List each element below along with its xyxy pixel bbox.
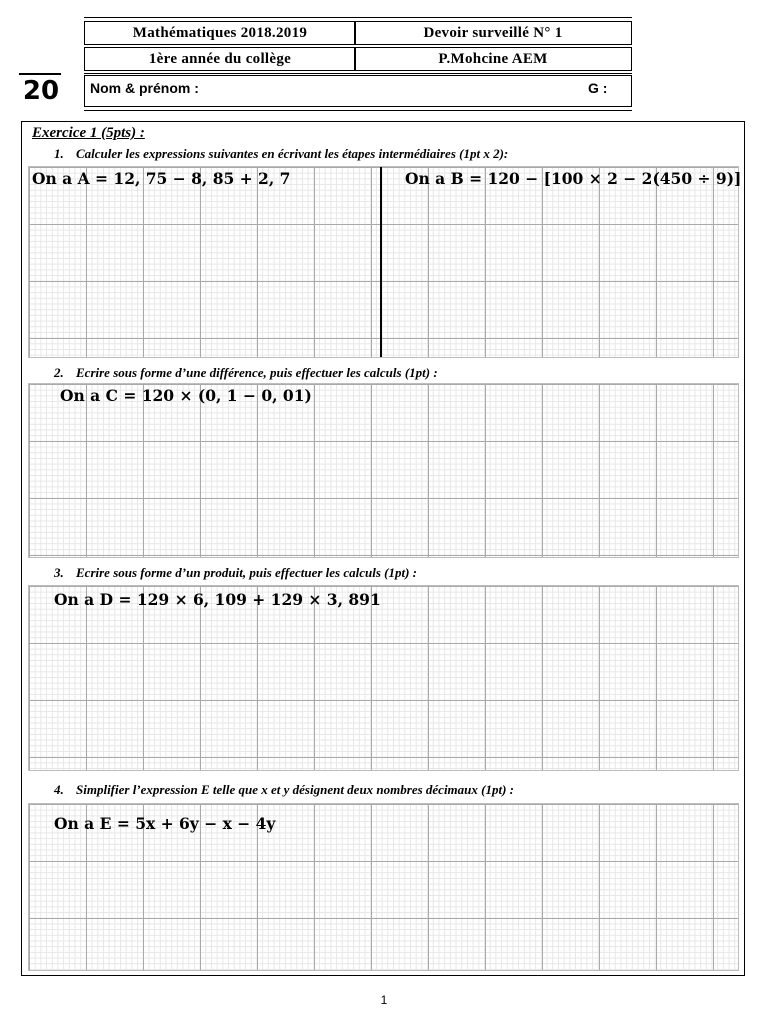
expression-a: On a A = 12, 75 − 8, 85 + 2, 7 <box>32 169 291 188</box>
question-1-text: Calculer les expressions suivantes en écrivant les étapes intermédiaires (1pt x 2): <box>76 146 509 161</box>
exam-type-title: Devoir surveillé N° 1 <box>423 24 563 41</box>
question-3 <box>54 565 417 581</box>
teacher-title: P.Mohcine AEM <box>438 50 548 67</box>
header-table <box>84 17 632 113</box>
level-title: 1ère année du collège <box>148 50 292 67</box>
expression-d: On a D = 129 × 6, 109 + 129 × 3, 891 <box>54 590 381 609</box>
grid-question-2[interactable] <box>28 383 739 558</box>
question-4 <box>54 782 514 798</box>
group-field-label: G : <box>588 80 608 96</box>
exercise-title: Exercice 1 (5pts) : <box>32 125 145 141</box>
question-4-text: Simplifier l’expression E telle que x et y désignent deux nombres décimaux (1pt) : <box>76 782 515 797</box>
expression-e: On a E = 5x + 6y − x − 4y <box>54 814 276 833</box>
question-2-text: Ecrire sous forme d’une différence, puis effectuer les calculs (1pt) : <box>76 365 438 380</box>
question-1-number: 1. <box>54 146 64 161</box>
score-total: 20 <box>22 76 60 106</box>
page-number: 1 <box>380 993 388 1007</box>
question-3-text: Ecrire sous forme d’un produit, puis effectuer les calculs (1pt) : <box>76 565 418 580</box>
question-1 <box>54 146 508 162</box>
score-fraction-bar <box>19 73 61 75</box>
header-top-rule <box>84 17 632 18</box>
subject-title: Mathématiques 2018.2019 <box>132 24 308 41</box>
grid-question-3[interactable] <box>28 585 739 771</box>
expression-b: On a B = 120 − [100 × 2 − 2(450 ÷ 9)] <box>405 169 742 188</box>
question-4-number: 4. <box>54 782 64 797</box>
header-mid-rule <box>84 73 632 74</box>
question-1-divider <box>380 167 382 357</box>
name-field-label: Nom & prénom : <box>90 80 199 96</box>
header-bottom-rule <box>84 110 632 111</box>
question-3-number: 3. <box>54 565 64 580</box>
grid-question-1[interactable] <box>28 166 742 358</box>
question-2 <box>54 365 438 381</box>
question-2-number: 2. <box>54 365 64 380</box>
expression-c: On a C = 120 × (0, 1 − 0, 01) <box>60 386 312 405</box>
